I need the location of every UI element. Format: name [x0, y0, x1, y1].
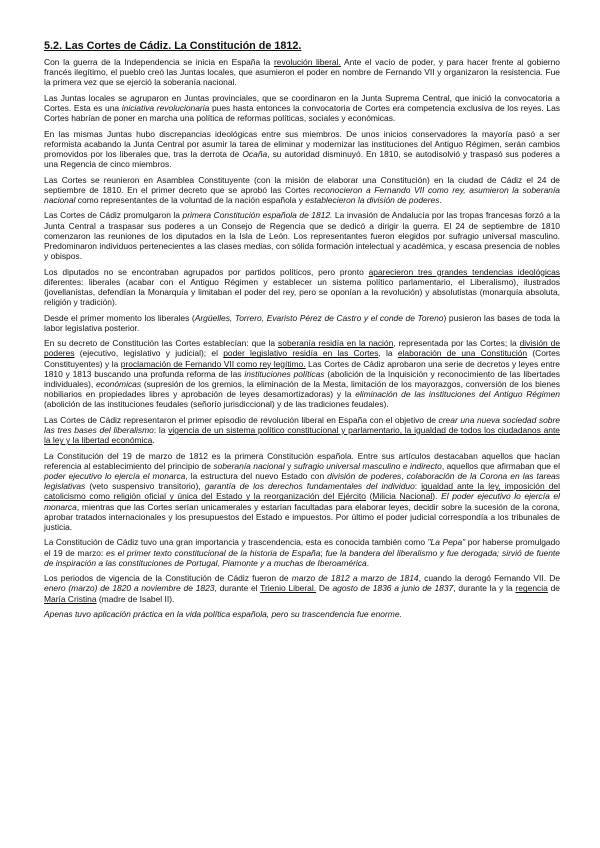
paragraph-constitucion-1812: La Constitución del 19 de marzo de 1812 es la primera Constitución española. Entre sus artículos destacaban aquellos que hacían referencia al establecimiento del principio de soberanía nacional y sufragio universal masculino e indirecto, aquellos que afirmaban que el poder ejecutivo lo ejercía el monarca, la estructura del nuevo Estado con división de poderes, colaboración de la Corona en las tareas legislativas (veto suspensivo transitorio), garantía de los derechos fundamentales del individuo: igualdad ante la ley, imposición del catolicismo como religión oficial y única del Estado y la reorganización del Ejército (Milicia Nacional). El poder ejecutivo lo ejercía el monarca, mientras que las Cortes serían unicamerales y estarían facultadas para elaborar leyes, decidir sobre la sucesión de la corona, aprobar tratados internacionales y los presupuestos del Estado e impuestos. Por último el poder judicial correspondía a los tribunales de justicia.: [44, 450, 560, 533]
paragraph-tendencias-ideologicas: Los diputados no se encontraban agrupados por partidos políticos, pero pronto aparecieron tres grandes tendencias ideológicas diferentes: liberales (acabar con el Antiguo Régimen y establecer un sistema político parlamentario, el Liberalismo), ilustrados (jovellanistas, defendían la Monarquía y limitaban el poder del rey, pero se oponían a la revolución) y absolutistas (monarquía absoluta, religión y tradición).: [44, 266, 561, 308]
document-page: [44, 40, 560, 624]
paragraph-juntas-provinciales: Las Juntas locales se agruparon en Juntas provinciales, que se coordinaron en la Junta Suprema Central, que inició la convocatoria a Cortes. Esta es una iniciativa revolucionaria pues hasta entonces la convocatoria de Cortes era competencia exclusiva de los reyes. Las Cortes habrían de poner en marcha una política de reformas políticas, sociales y económicas.: [44, 92, 560, 124]
paragraph-la-pepa: La Constitución de Cádiz tuvo una gran importancia y trascendencia, esta es conocida también como "La Pepa" por haberse promulgado el 19 de marzo: es el primer texto constitucional de la historia de España; fue la bandera del liberalismo y fue derogada; sirvió de fuente de inspiración a las constituciones de Portugal, Piamonte y a muchas de Iberoamérica.: [44, 537, 560, 568]
paragraph-revolucion-liberal-espana: Las Cortes de Cádiz representaron el primer episodio de revolución liberal en España con el objetivo de crear una nueva sociedad sobre las tres bases del liberalismo: la vigencia de un sistema político constitucional y parlamentario, la igualdad de todos los ciudadanos ante la ley y la libertad económica.: [44, 414, 560, 446]
paragraph-conclusion: Apenas tuvo aplicación práctica en la vida política española, pero su trascendencia fue enorme.: [44, 609, 402, 619]
paragraph-discrepancias: En las mismas Juntas hubo discrepancias ideológicas entre sus miembros. De unos inicios conservadores la mayoría pasó a ser reformista acabando la Junta Central por asumir la tarea de eliminar y modernizar las instituciones del Antiguo Régimen, serán cambios promovidos por los liberales que, tras la derrota de Ocaña, su autoridad disminuyó. En 1810, se autodisolvió y traspasó sus poderes a una Regencia de cinco miembros.: [44, 128, 560, 170]
paragraph-asamblea-constituyente: Las Cortes se reunieron en Asamblea Constituyente (con la misión de elaborar una Constitución) en la ciudad de Cádiz el 24 de septiembre de 1810. En el primer decreto que se aprobó las Cortes reconocieron a Fernando VII como rey, asumieron la soberanía nacional como representantes de la voluntad de la nación española y establecieron la división de poderes.: [44, 174, 560, 205]
paragraph-revolucion-liberal: Con la guerra de la Independencia se inicia en España la revolución liberal. Ante el vacío de poder, y para hacer frente al gobierno francés ilegítimo, el pueblo creó las Juntas locales, que asumieron el poder en nombre de Fernando VII y organizaron la resistencia. Fue la primera vez que se ejerció la soberanía nacional.: [44, 57, 560, 88]
paragraph-decreto-constitucion: En su decreto de Constitución las Cortes establecían: que la soberanía residía en la nación, representada por las Cortes; la división de poderes (ejecutivo, legislativo y judicial); el poder legislativo residía en las Cortes, la elaboración de una Constitución (Cortes Constituyentes) y la proclamación de Fernando VII como rey legítimo. Las Cortes de Cádiz aprobaron una serie de decretos y leyes entre 1810 y 1813 buscando una profunda reforma de las instituciones políticas (abolición de la Inquisición y reconocimiento de las libertades individuales), económicas (supresión de los gremios, la eliminación de la Mesta, limitación de los mayorazgos, conversión de los bienes nobiliarios en propiedades libres y aprobación de leyes desamortizadoras) y la eliminación de las instituciones del Antiguo Régimen (abolición de las instituciones feudales (señorío jurisdiccional) y de las tradiciones feudales).: [44, 338, 561, 410]
paragraph-liberales: Desde el primer momento los liberales (Argüelles, Torrero, Evaristo Pérez de Castro y el conde de Toreno) pusieron las bases de toda la labor legislativa posterior.: [44, 312, 561, 333]
section-title: 5.2. Las Cortes de Cádiz. La Constitución de 1812.: [44, 40, 302, 52]
paragraph-primera-constitucion: Las Cortes de Cádiz promulgaron la primera Constitución española de 1812. La invasión de Andalucía por las tropas francesas forzó a la Junta Central a traspasar sus poderes a un Consejo de Regencia que se dedicó a dirigir la guerra. El 24 de septiembre de 1810 comenzaron las reuniones de los diputados en la Isla de León. Los representantes fueron elegidos por sufragio universal masculino. Predominaron individuos pertenecientes a las clases medias, con sólida formación intelectual y académica, y escasa presencia de nobles y obispos.: [44, 210, 561, 262]
paragraph-periodos-vigencia: Los periodos de vigencia de la Constitución de Cádiz fueron de marzo de 1812 a marzo de 1814, cuando la derogó Fernando VII. De enero (marzo) de 1820 a noviembre de 1823, durante el Trienio Liberal. De agosto de 1836 a junio de 1837, durante la y la regencia de María Cristina (madre de Isabel II).: [44, 573, 561, 604]
